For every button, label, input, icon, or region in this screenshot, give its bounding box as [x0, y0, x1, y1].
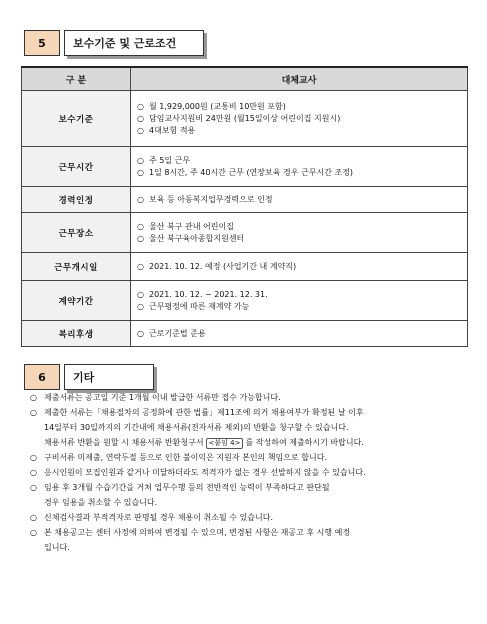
return-request-line: 채용서류 반환을 원할 시 채용서류 반환청구서 <붙임 4> 를 작성하여 제출하시기 바랍니다. — [44, 438, 364, 447]
section-6-number: 6 — [24, 364, 60, 390]
circle-bullet-icon: ○ — [137, 125, 144, 135]
circle-bullet-icon: ○ — [137, 113, 144, 123]
circle-bullet-icon: ○ — [137, 233, 144, 243]
header-category: 구 분 — [22, 67, 131, 91]
circle-bullet-icon: ○ — [30, 483, 37, 492]
list-item: ○ 근로기준법 준용 — [137, 328, 206, 338]
circle-bullet-icon: ○ — [30, 468, 37, 477]
list-item: ○ 담임교사지원비 24만원 (월15일이상 어린이집 지원시) — [137, 113, 341, 123]
table-row-career — [22, 187, 468, 213]
row-label: 근무개시일 — [22, 253, 131, 281]
list-item: ○ 4대보험 적용 — [137, 125, 196, 135]
list-item: ○ 월 1,929,000원 (교통비 10만원 포함) — [137, 101, 286, 111]
circle-bullet-icon: ○ — [30, 528, 37, 537]
section-5-title: 보수기준 및 근로조건 — [64, 30, 204, 56]
table-row-start-date — [22, 253, 468, 281]
circle-bullet-icon: ○ — [137, 261, 144, 271]
circle-bullet-icon: ○ — [137, 301, 144, 311]
table-row-location — [22, 213, 468, 253]
circle-bullet-icon: ○ — [137, 221, 144, 231]
circle-bullet-icon: ○ — [30, 393, 37, 402]
list-item: ○ 근무평정에 따른 재계약 가능 — [137, 301, 250, 311]
list-item: ○ 보육 등 아동복지업무경력으로 인정 — [137, 194, 273, 204]
list-item: ○ 응시인원이 모집인원과 같거나 미달하더라도 적격자가 없는 경우 선발하지 않을 수 있습니다. — [30, 465, 470, 480]
list-item: ○ 구비서류 미제출, 연락두절 등으로 인한 불이익은 지원자 본인의 책임으로 합니다. — [30, 450, 470, 465]
list-item: ○ 1일 8시간, 주 40시간 근무 (연장보육 경우 근무시간 조정) — [137, 167, 354, 177]
circle-bullet-icon: ○ — [137, 167, 144, 177]
attachment-tag: <붙임 4> — [206, 438, 244, 449]
row-label: 경력인정 — [22, 187, 131, 213]
table-row-hours — [22, 147, 468, 187]
section-6-header — [24, 364, 154, 390]
list-item: ○ 2021. 10. 12. ~ 2021. 12. 31. — [137, 289, 268, 299]
row-label: 복리후생 — [22, 321, 131, 347]
circle-bullet-icon: ○ — [30, 513, 37, 522]
list-item: ○ 제출한 서류는「채용절차의 공정화에 관한 법률」제11조에 의거 채용여부가 확정된 날 이후 14일부터 30일까지의 기간내에 채용서류(전자서류 제외)의 반환을 청구할 수 있습니다. 채용서류 반환을 원할 시 채용서류 반환청구서 <붙임 4> 를 작성하여 제출하시기 바랍니다. — [30, 405, 470, 450]
list-item: ○ 울산 북구 관내 어린이집 — [137, 221, 234, 231]
row-label: 계약기간 — [22, 281, 131, 321]
row-content — [131, 147, 468, 187]
header-substitute-teacher: 대체교사 — [131, 67, 468, 91]
list-item: ○ 신체검사결과 부적격자로 판명될 경우 채용이 취소될 수 있습니다. — [30, 510, 470, 525]
circle-bullet-icon: ○ — [137, 328, 144, 338]
row-content — [131, 213, 468, 253]
row-content — [131, 281, 468, 321]
row-content — [131, 321, 468, 347]
section-6-title: 기타 — [64, 364, 154, 390]
table-row-welfare — [22, 321, 468, 347]
row-content — [131, 253, 468, 281]
row-label: 근무장소 — [22, 213, 131, 253]
list-item: ○ 임용 후 3개월 수습기간을 거쳐 업무수행 등의 전반적인 능력이 부족하다고 판단될 경우 임용을 취소할 수 있습니다. — [30, 480, 470, 510]
section-5-number: 5 — [24, 30, 60, 56]
list-item: ○ 제출서류는 공고일 기준 1개월 이내 발급한 서류만 접수 가능합니다. — [30, 390, 470, 405]
table-row-contract-period — [22, 281, 468, 321]
circle-bullet-icon: ○ — [137, 289, 144, 299]
list-item: ○ 울산 북구육아종합지원센터 — [137, 233, 245, 243]
notes-list — [30, 390, 470, 555]
row-content — [131, 187, 468, 213]
circle-bullet-icon: ○ — [30, 408, 37, 417]
conditions-table — [21, 66, 468, 347]
circle-bullet-icon: ○ — [137, 155, 144, 165]
table-row-pay — [22, 91, 468, 147]
row-label: 근무시간 — [22, 147, 131, 187]
circle-bullet-icon: ○ — [137, 101, 144, 111]
row-content — [131, 91, 468, 147]
list-item: ○ 주 5일 근무 — [137, 155, 191, 165]
list-item: ○ 본 채용공고는 센터 사정에 의하여 변경될 수 있으며, 변경된 사항은 재공고 후 시행 예정 입니다. — [30, 525, 470, 555]
row-label: 보수기준 — [22, 91, 131, 147]
list-item: ○ 2021. 10. 12. 예정 (사업기간 내 계약직) — [137, 261, 297, 271]
section-5-header — [24, 30, 204, 56]
circle-bullet-icon: ○ — [30, 453, 37, 462]
circle-bullet-icon: ○ — [137, 194, 144, 204]
table-header-row — [22, 67, 468, 91]
